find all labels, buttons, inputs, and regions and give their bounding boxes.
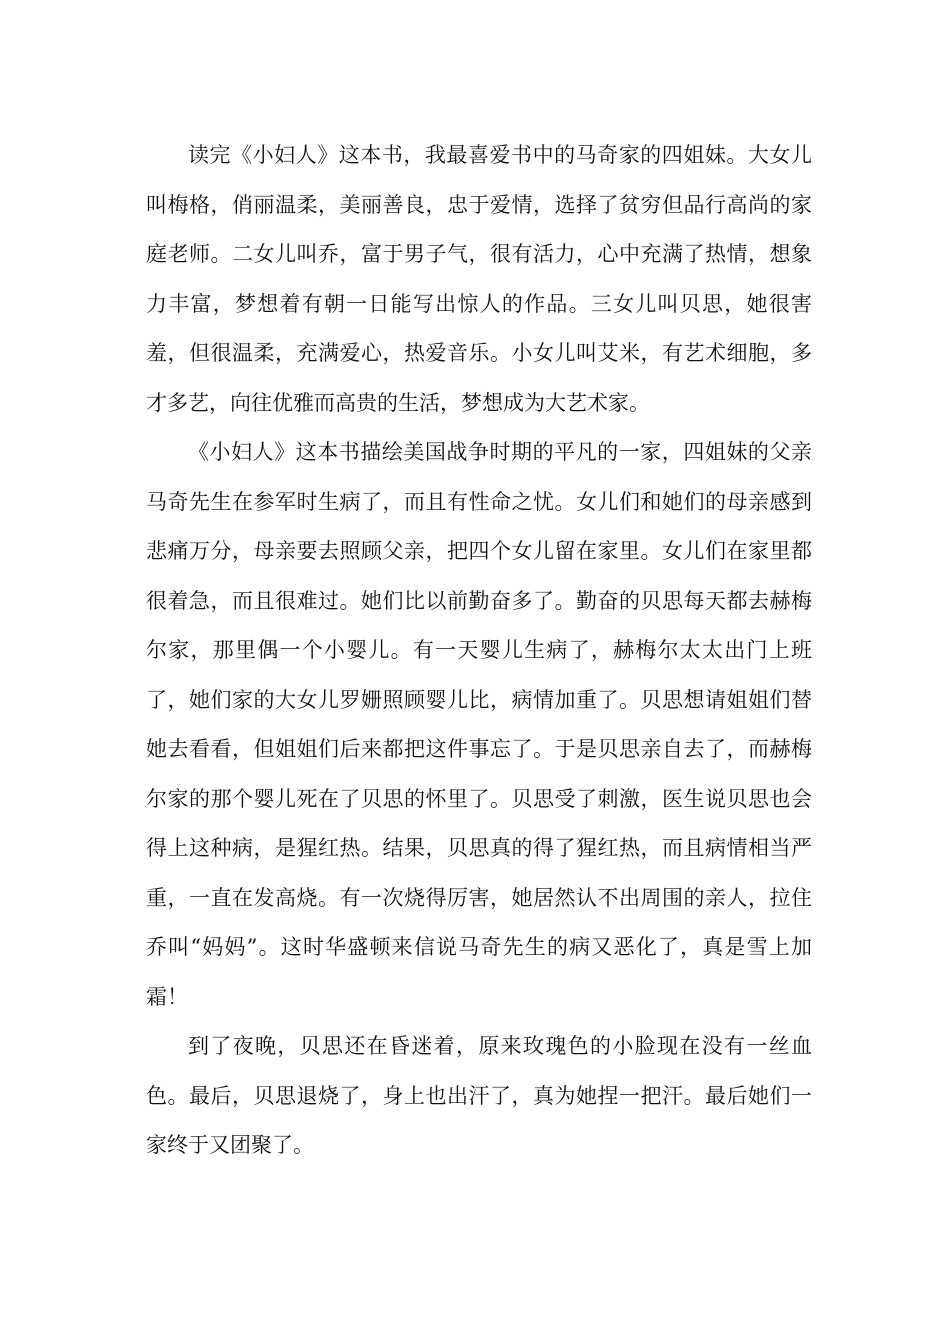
paragraph-1: 读完《小妇人》这本书，我最喜爱书中的马奇家的四姐妹。大女儿叫梅格，俏丽温柔，美丽善良，忠于爱情，选择了贫穷但品行高尚的家庭老师。二女儿叫乔，富于男子气，很有活力，心中充满了热情，想象力丰富，梦想着有朝一日能写出惊人的作品。三女儿叫贝思，她很害羞，但很温柔，充满爱心，热爱音乐。小女儿叫艾米，有艺术细胞，多才多艺，向往优雅而高贵的生活，梦想成为大艺术家。	[146, 143, 812, 415]
paragraph-2: 《小妇人》这本书描绘美国战争时期的平凡的一家，四姐妹的父亲马奇先生在参军时生病了，而且有性命之忧。女儿们和她们的母亲感到悲痛万分，母亲要去照顾父亲，把四个女儿留在家里。女儿们在家里都很着急，而且很难过。她们比以前勤奋多了。勤奋的贝思每天都去赫梅尔家，那里偶一个小婴儿。有一天婴儿生病了，赫梅尔太太出门上班了，她们家的大女儿罗姗照顾婴儿比，病情加重了。贝思想请姐姐们替她去看看，但姐姐们后来都把这件事忘了。于是贝思亲自去了，而赫梅尔家的那个婴儿死在了贝思的怀里了。贝思受了刺激，医生说贝思也会得上这种病，是猩红热。结果，贝思真的得了猩红热，而且病情相当严重，一直在发高烧。有一次烧得厉害，她居然认不出周围的亲人，拉住乔叫“妈妈”。这时华盛顿来信说马奇先生的病又恶化了，真是雪上加霜！	[146, 440, 812, 1009]
paragraph-3: 到了夜晚，贝思还在昏迷着，原来玫瑰色的小脸现在没有一丝血色。最后，贝思退烧了，身上也出汗了，真为她捏一把汗。最后她们一家终于又团聚了。	[146, 1034, 812, 1157]
document-body	[146, 131, 812, 1171]
